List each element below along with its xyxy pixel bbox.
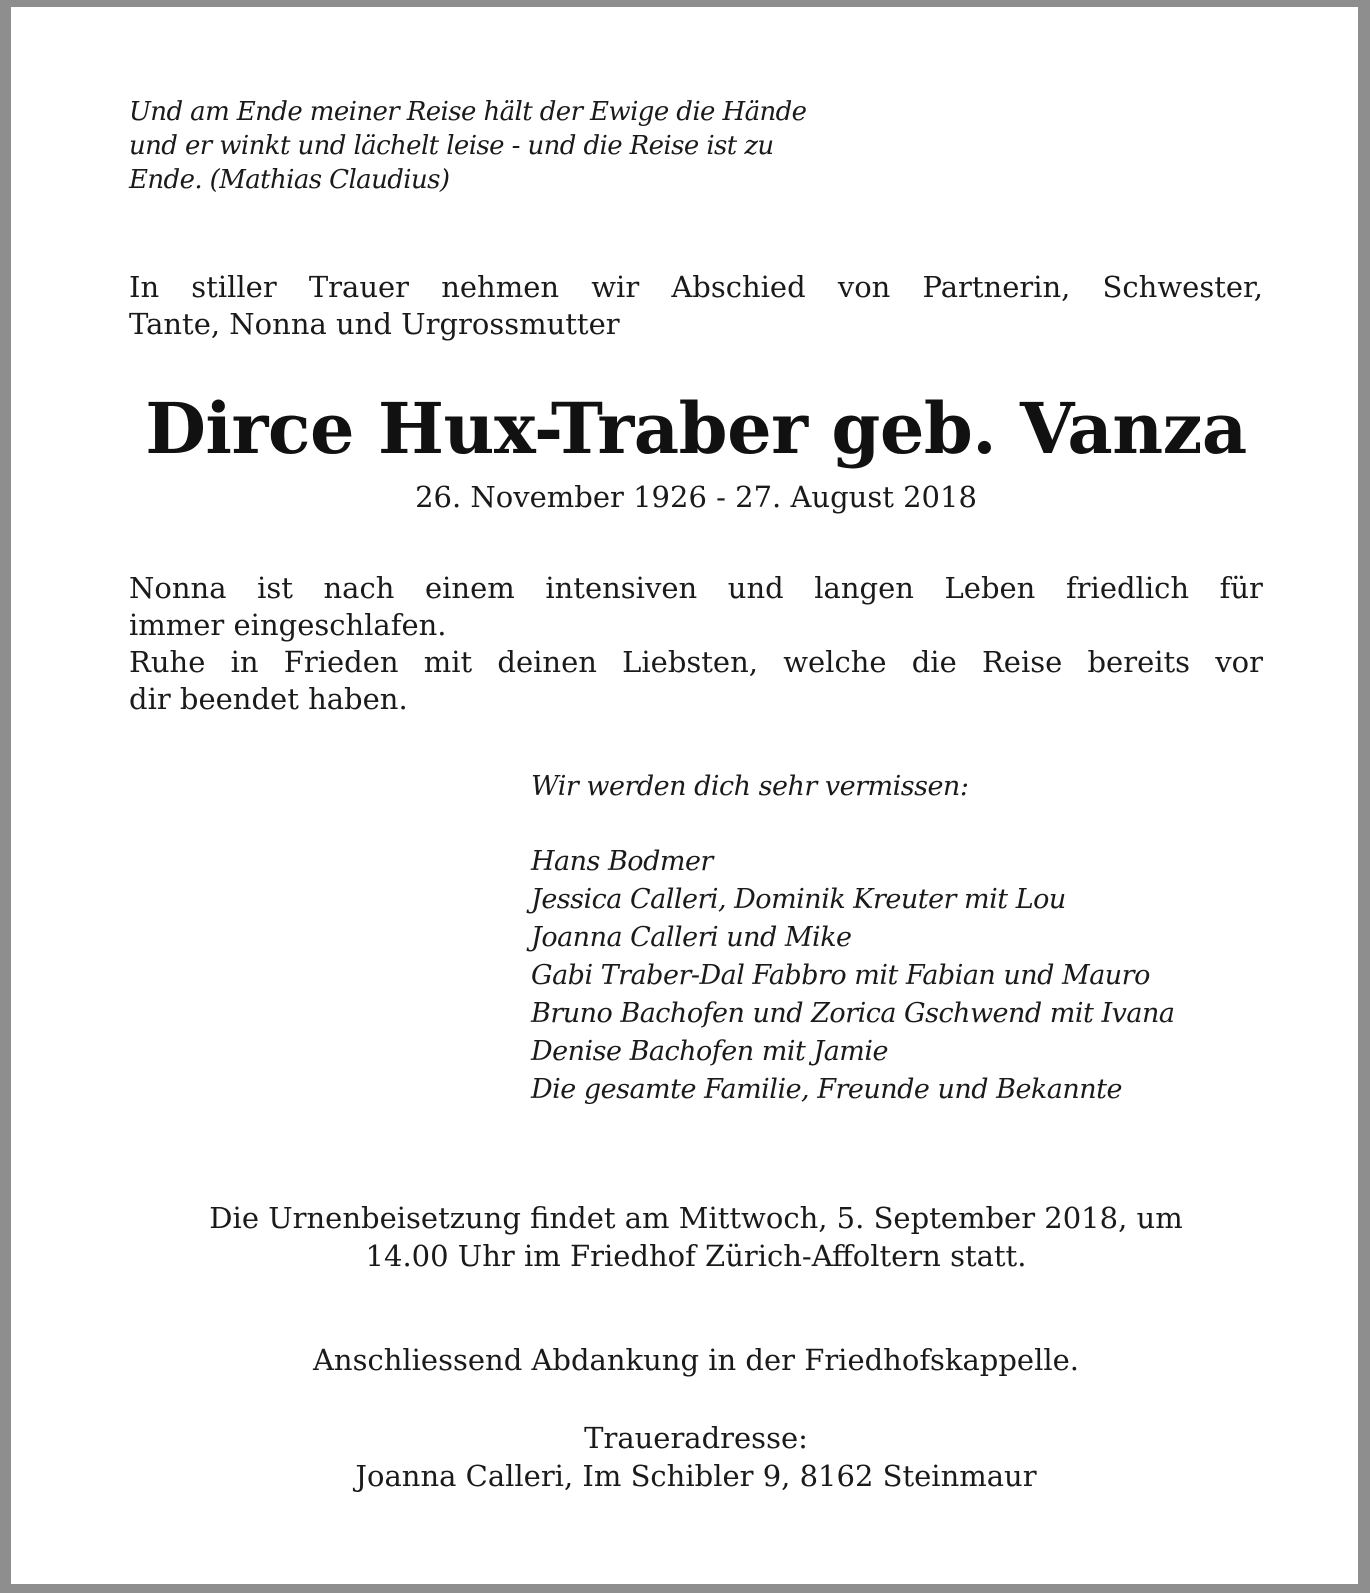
word: Nonna xyxy=(129,571,227,605)
abdankung-notice xyxy=(129,1341,1263,1379)
word: Schwester, xyxy=(1102,270,1263,304)
word: nach xyxy=(323,571,395,605)
ceremony-line: Die Urnenbeisetzung findet am Mittwoch, 5. September 2018, um xyxy=(209,1201,1183,1235)
word: Trauer xyxy=(308,270,410,304)
word: deinen xyxy=(497,645,597,679)
mourner-entry: Joanna Calleri und Mike xyxy=(531,922,852,953)
farewell-heading: Wir werden dich sehr vermissen: xyxy=(531,771,969,802)
intro-line: Tante, Nonna und Urgrossmutter xyxy=(129,307,620,341)
word: Abschied xyxy=(671,270,806,304)
word: mit xyxy=(423,645,473,679)
word: ist xyxy=(257,571,293,605)
word: bereits xyxy=(1087,645,1191,679)
word: Reise xyxy=(981,645,1063,679)
abdankung-line: Anschliessend Abdankung in der Friedhofskappelle. xyxy=(312,1343,1080,1377)
deceased-name: Dirce Hux-Traber geb. Vanza xyxy=(145,387,1247,470)
word: und xyxy=(727,571,784,605)
intro-line-justified xyxy=(129,269,1263,306)
motto-line: Ende. (Mathias Claudius) xyxy=(129,165,450,195)
message-line: dir beendet haben. xyxy=(129,682,408,716)
word: wir xyxy=(591,270,640,304)
word: intensiven xyxy=(545,571,698,605)
life-dates: 26. November 1926 - 27. August 2018 xyxy=(415,480,977,514)
mourner-entry: Die gesamte Familie, Freunde und Bekannte xyxy=(531,1074,1122,1105)
word: friedlich xyxy=(1065,571,1190,605)
motto-quote xyxy=(129,95,849,197)
intro-text xyxy=(129,269,1263,343)
mourning-address xyxy=(129,1419,1263,1495)
word: Ruhe xyxy=(129,645,206,679)
word: nehmen xyxy=(441,270,560,304)
mourner-entry: Denise Bachofen mit Jamie xyxy=(531,1036,889,1067)
word: von xyxy=(837,270,891,304)
mourner-entry: Jessica Calleri, Dominik Kreuter mit Lou xyxy=(531,884,1066,915)
word: in xyxy=(230,645,259,679)
word: einem xyxy=(424,571,515,605)
mourners-list xyxy=(531,843,1271,1109)
word: langen xyxy=(814,571,914,605)
word: In xyxy=(129,270,160,304)
word: Frieden xyxy=(283,645,399,679)
word: Partnerin, xyxy=(922,270,1071,304)
motto-line: Und am Ende meiner Reise hält der Ewige die Hände xyxy=(129,97,807,127)
message-line-justified xyxy=(129,570,1263,607)
address-label: Traueradresse: xyxy=(584,1421,808,1455)
word: Liebsten, xyxy=(622,645,758,679)
word: welche xyxy=(783,645,887,679)
word: Leben xyxy=(944,571,1036,605)
mourner-entry: Bruno Bachofen und Zorica Gschwend mit Ivana xyxy=(531,998,1175,1029)
mourner-entry: Gabi Traber-Dal Fabbro mit Fabian und Mauro xyxy=(531,960,1150,991)
word: vor xyxy=(1215,645,1263,679)
word: für xyxy=(1219,571,1263,605)
motto-line: und er winkt und lächelt leise - und die Reise ist zu xyxy=(129,131,774,161)
word: die xyxy=(911,645,957,679)
message-line: immer eingeschlafen. xyxy=(129,608,447,642)
message-line-justified xyxy=(129,644,1263,681)
address-value: Joanna Calleri, Im Schibler 9, 8162 Steinmaur xyxy=(355,1459,1037,1493)
mourner-entry: Hans Bodmer xyxy=(531,846,713,877)
message-text xyxy=(129,570,1263,718)
word: stiller xyxy=(191,270,277,304)
ceremony-line: 14.00 Uhr im Friedhof Zürich-Affoltern statt. xyxy=(365,1239,1027,1273)
ceremony-notice xyxy=(129,1199,1263,1275)
